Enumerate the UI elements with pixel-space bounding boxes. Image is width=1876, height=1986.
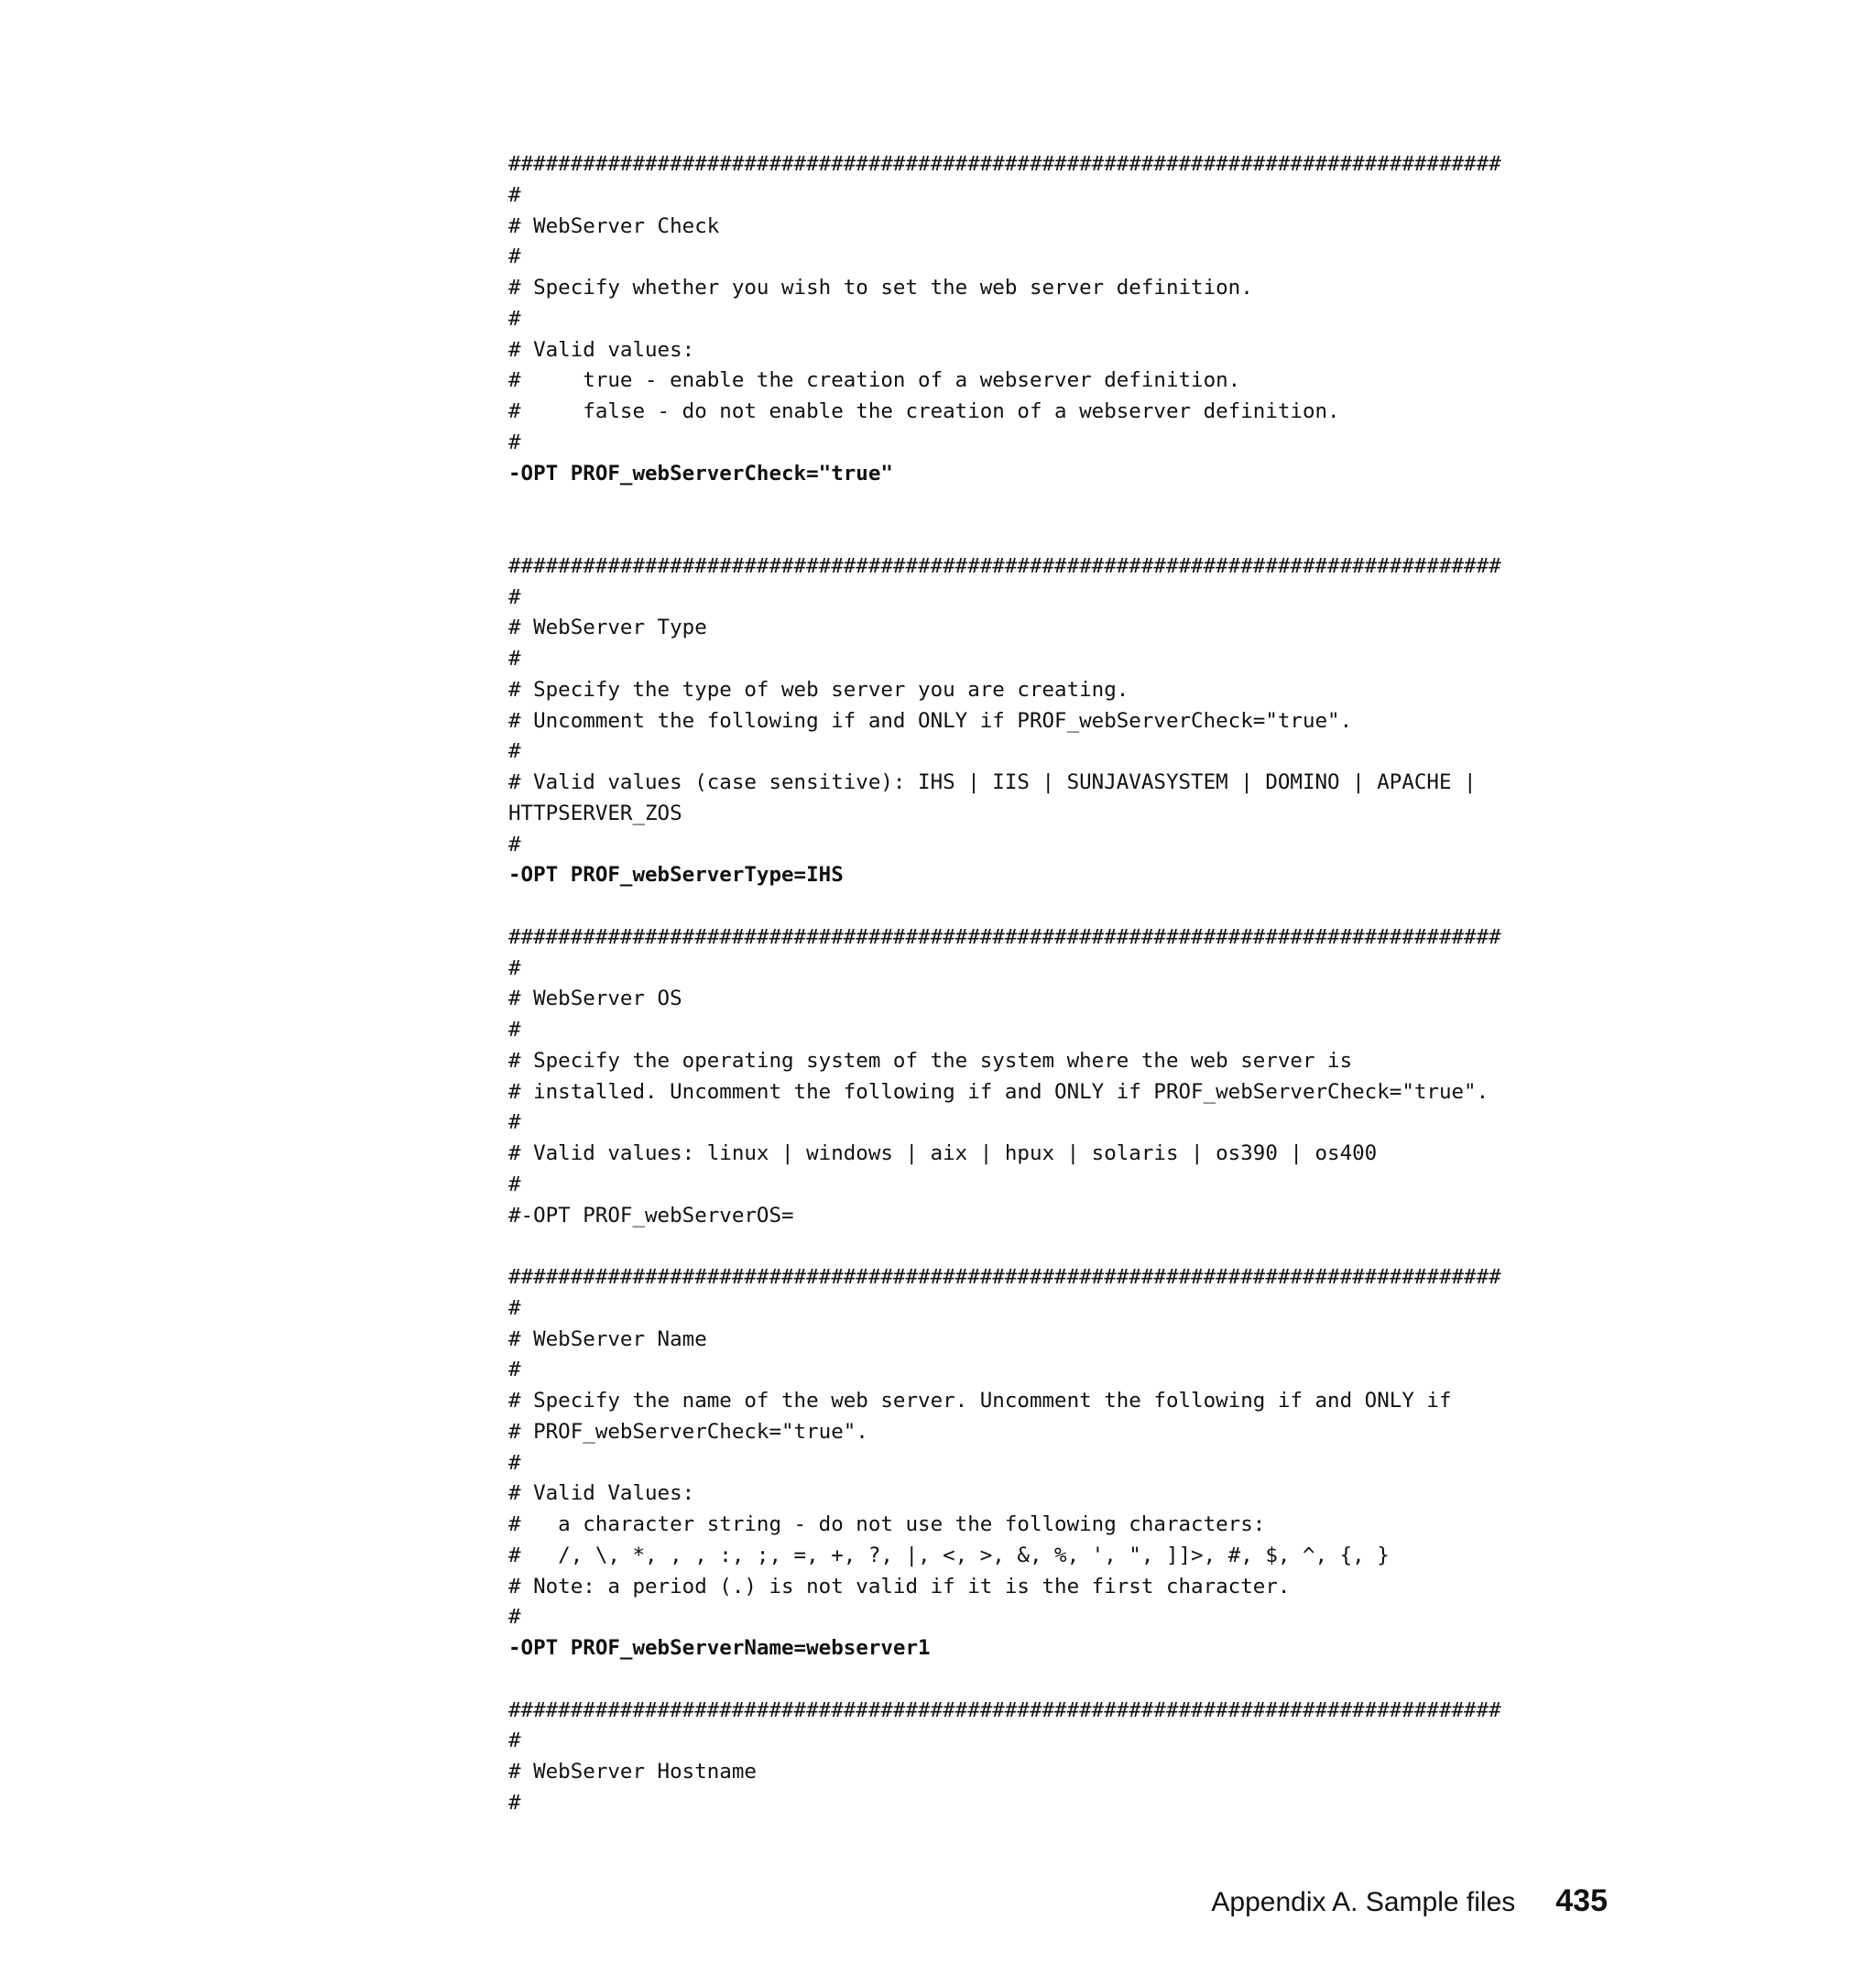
- comment-line: #: [508, 1110, 521, 1135]
- comment-line: #: [508, 1295, 521, 1320]
- comment-line: #: [508, 1605, 521, 1630]
- comment-line: #: [508, 832, 521, 857]
- comment-line: ################################################################################: [508, 152, 1501, 176]
- comment-line: # WebServer Check: [508, 213, 720, 238]
- blank-line: [508, 891, 1608, 922]
- comment-line: # Specify whether you wish to set the web server definition.: [508, 276, 1253, 300]
- comment-line: ################################################################################: [508, 1265, 1501, 1289]
- comment-line: #: [508, 584, 521, 609]
- option-line: -OPT PROF_webServerType=IHS: [508, 863, 844, 888]
- comment-line: # Valid values: linux | windows | aix | hpux | solaris | os390 | os400: [508, 1141, 1378, 1165]
- option-line: -OPT PROF_webServerName=webserver1: [508, 1636, 931, 1660]
- comment-line: # a character string - do not use the following characters:: [508, 1512, 1266, 1536]
- comment-line: ################################################################################: [508, 553, 1501, 578]
- comment-line: #-OPT PROF_webServerOS=: [508, 1203, 794, 1228]
- comment-line: #: [508, 647, 521, 671]
- page-footer: [1211, 1883, 1608, 1919]
- comment-line: # Note: a period (.) is not valid if it is the first character.: [508, 1574, 1291, 1599]
- page-number: 435: [1555, 1883, 1608, 1918]
- comment-line: #: [508, 1729, 521, 1753]
- comment-line: #: [508, 430, 521, 454]
- comment-line: #: [508, 955, 521, 980]
- comment-line: # WebServer Type: [508, 616, 707, 640]
- comment-line: # Specify the type of web server you are creating.: [508, 677, 1129, 702]
- comment-line: # true - enable the creation of a webserver definition.: [508, 368, 1241, 393]
- comment-line: # Uncomment the following if and ONLY if PROF_webServerCheck="true".: [508, 708, 1353, 733]
- footer-section-title: Appendix A. Sample files: [1211, 1887, 1516, 1917]
- comment-line: # Valid values (case sensitive): IHS | IIS | SUNJAVASYSTEM | DOMINO | APACHE |: [508, 770, 1477, 794]
- comment-line: # Specify the operating system of the system where the web server is: [508, 1048, 1353, 1073]
- blank-line: [508, 520, 1608, 551]
- comment-line: # Specify the name of the web server. Uncomment the following if and ONLY if: [508, 1389, 1452, 1413]
- blank-line: [508, 1231, 1608, 1262]
- comment-line: #: [508, 739, 521, 764]
- option-line: -OPT PROF_webServerCheck="true": [508, 461, 893, 486]
- comment-line: HTTPSERVER_ZOS: [508, 801, 682, 825]
- comment-line: ################################################################################: [508, 1697, 1501, 1722]
- comment-line: #: [508, 1018, 521, 1042]
- comment-line: #: [508, 1790, 521, 1815]
- comment-line: #: [508, 306, 521, 331]
- comment-line: # false - do not enable the creation of a webserver definition.: [508, 399, 1340, 423]
- comment-line: #: [508, 182, 521, 207]
- comment-line: #: [508, 1358, 521, 1382]
- comment-line: # installed. Uncomment the following if and ONLY if PROF_webServerCheck="true".: [508, 1079, 1489, 1104]
- comment-line: # WebServer OS: [508, 987, 682, 1011]
- blank-line: [508, 489, 1608, 520]
- comment-line: # /, \, *, , , :, ;, =, +, ?, |, <, >, &, %, ', ", ]]>, #, $, ^, {, }: [508, 1543, 1390, 1567]
- comment-line: ################################################################################: [508, 924, 1501, 949]
- comment-line: # WebServer Hostname: [508, 1760, 757, 1784]
- comment-line: #: [508, 1172, 521, 1196]
- comment-line: #: [508, 1450, 521, 1475]
- comment-line: # PROF_webServerCheck="true".: [508, 1419, 868, 1444]
- blank-line: [508, 1664, 1608, 1696]
- sample-file-listing: [508, 149, 1608, 1819]
- comment-line: # Valid Values:: [508, 1481, 695, 1506]
- comment-line: # WebServer Name: [508, 1326, 707, 1351]
- comment-line: #: [508, 245, 521, 269]
- comment-line: # Valid values:: [508, 337, 695, 362]
